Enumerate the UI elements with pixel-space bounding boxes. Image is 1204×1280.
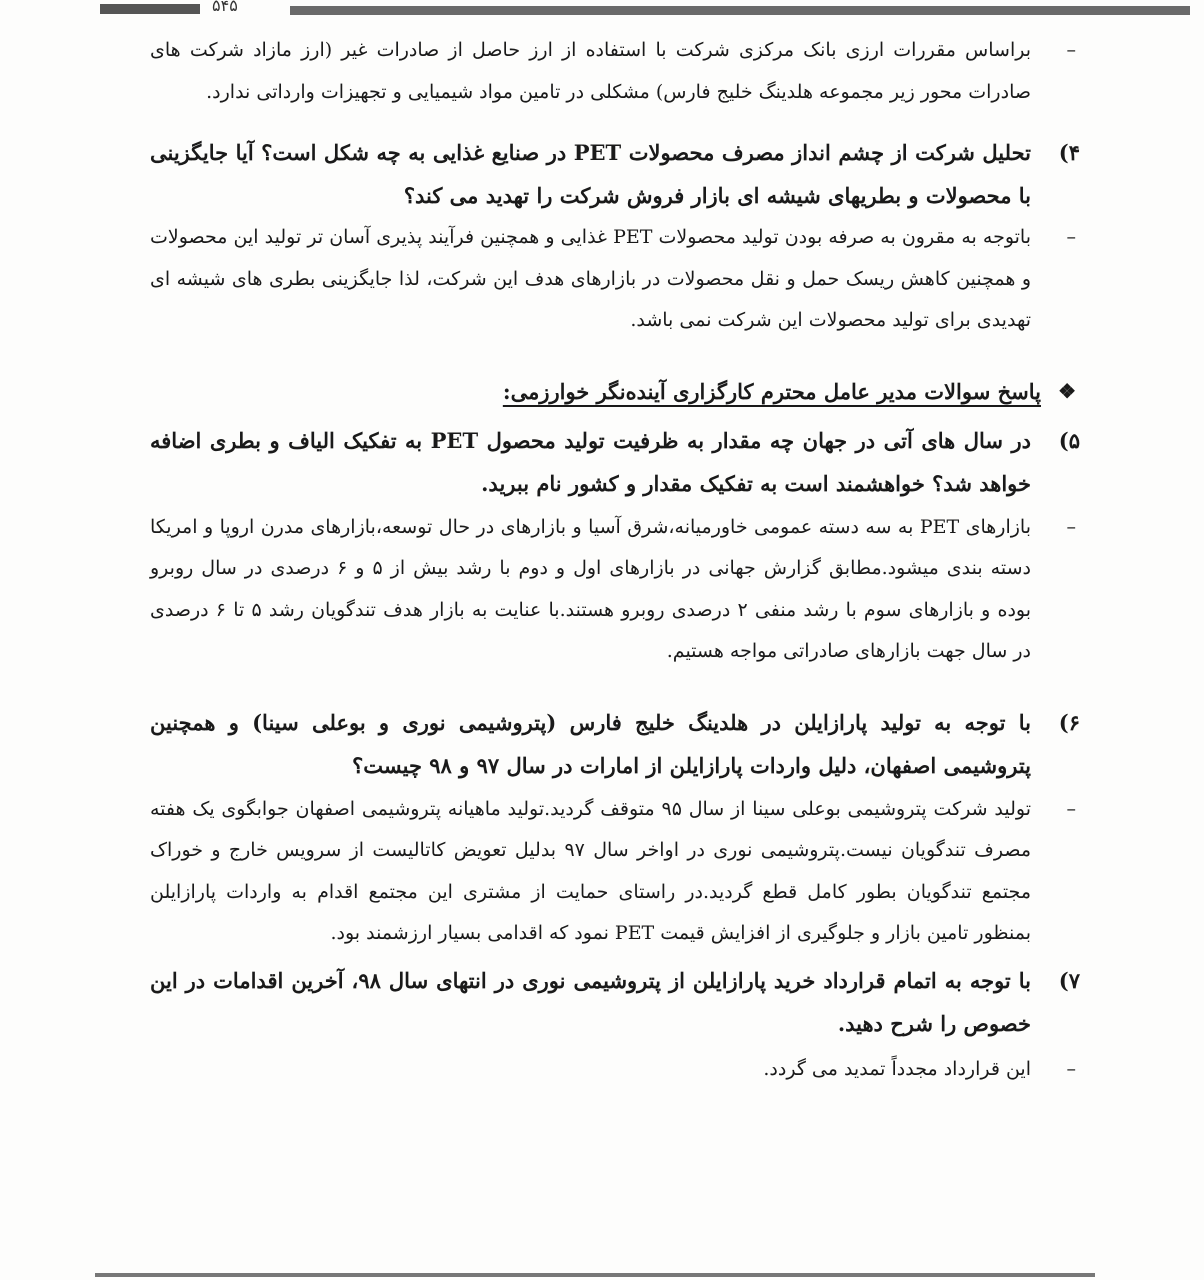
document-body	[150, 30, 1086, 1090]
answer-bullet-6	[150, 789, 1086, 955]
answer-bullet-currency	[150, 30, 1086, 113]
question-6	[150, 701, 1086, 787]
question-text: با توجه به اتمام قرارداد خرید پارازایلن از پتروشیمی نوری در انتهای سال ۹۸، آخرین اقدامات در این خصوص را شرح دهید.	[150, 967, 1032, 1036]
question-number: ۷)	[1058, 967, 1080, 993]
header-rule-right	[290, 6, 1190, 15]
question-number: ۵)	[1058, 427, 1080, 453]
question-4	[150, 131, 1086, 217]
page-number: ۵۴۵	[212, 0, 238, 15]
question-number: ۴)	[1058, 140, 1080, 165]
question-text: در سال های آتی در جهان چه مقدار به ظرفیت تولید محصول PET به تفکیک الیاف و بطری اضافه خواهد شد؟ خواهشمند است به تفکیک مقدار و کشور نام ببرید.	[150, 427, 1031, 496]
header-rule-left	[100, 4, 200, 14]
bullet-text: باتوجه به مقرون به صرفه بودن تولید محصولات PET غذایی و همچنین فرآیند پذیری آسان تر تولید این محصولات و همچنین کاهش ریسک حمل و نقل محصولات در بازارهای هدف این شرکت، لذا جایگزینی بطری های شیشه ای تهدیدی برای تولید محصولات این شرکت نمی باشد.	[150, 226, 1031, 331]
bullet-dash: –	[1066, 226, 1076, 248]
answer-bullet-4	[150, 217, 1086, 342]
question-5	[150, 419, 1086, 505]
answer-bullet-5	[150, 507, 1086, 673]
section-heading-text: پاسخ سوالات مدیر عامل محترم کارگزاری آینده‌نگر خوارزمی:	[502, 378, 1041, 404]
bullet-text: بازارهای PET به سه دسته عمومی خاورمیانه،شرق آسیا و بازارهای در حال توسعه،بازارهای مدرن اروپا و امریکا دسته بندی میشود.مطابق گزارش جهانی در بازارهای اول و دوم با رشد بیش از ۵ و ۶ درصدی در سال روبرو بوده و بازارهای سوم با رشد منفی ۲ درصدی روبرو هستند.با عنایت به بازار هدف تندگویان رشد ۵ تا ۶ درصدی در سال جهت بازارهای صادراتی مواجه هستیم.	[150, 515, 1032, 662]
bullet-dash: –	[1066, 39, 1076, 61]
bullet-text: تولید شرکت پتروشیمی بوعلی سینا از سال ۹۵ متوقف گردید.تولید ماهیانه پتروشیمی اصفهان جوابگوی یک هفته مصرف تندگویان نیست.پتروشیمی نوری در اواخر سال ۹۷ بدلیل تعویض کاتالیست از سرویس خارج و خوراک مجتمع تندگویان بطور کامل قطع گردید.در راستای حمایت از مشتری این مجتمع اقدام به واردات پارازایلن بمنظور تامین بازار و جلوگیری از افزایش قیمت PET نمود که اقدامی بسیار ارزشمند بود.	[150, 797, 1031, 944]
section-heading	[150, 370, 1086, 413]
diamond-bullet-icon: ❖	[1058, 378, 1076, 403]
bullet-dash: –	[1066, 1057, 1076, 1080]
bullet-dash: –	[1066, 797, 1076, 820]
bullet-text: براساس مقررات ارزی بانک مرکزی شرکت با استفاده از ارز حاصل از صادرات غیر (ارز مازاد شرکت های صادرات محور زیر مجموعه هلدینگ خلیج فارس) مشکلی در تامین مواد شیمیایی و تجهیزات وارداتی ندارد.	[150, 39, 1031, 103]
question-text: با توجه به تولید پارازایلن در هلدینگ خلیج فارس (پتروشیمی نوری و بوعلی سینا) و همچنین پتروشیمی اصفهان، دلیل واردات پارازایلن از امارات در سال ۹۷ و ۹۸ چیست؟	[150, 709, 1031, 778]
answer-bullet-7	[150, 1049, 1086, 1091]
footer-rule	[95, 1273, 1095, 1277]
bullet-text: این قرارداد مجدداً تمدید می گردد.	[763, 1057, 1031, 1080]
question-number: ۶)	[1058, 709, 1080, 735]
bullet-dash: –	[1066, 515, 1076, 538]
question-text: تحلیل شرکت از چشم انداز مصرف محصولات PET در صنایع غذایی به چه شکل است؟ آیا جایگزینی با محصولات و بطریهای شیشه ای بازار فروش شرکت را تهدید می کند؟	[150, 140, 1031, 208]
question-7	[150, 959, 1086, 1045]
